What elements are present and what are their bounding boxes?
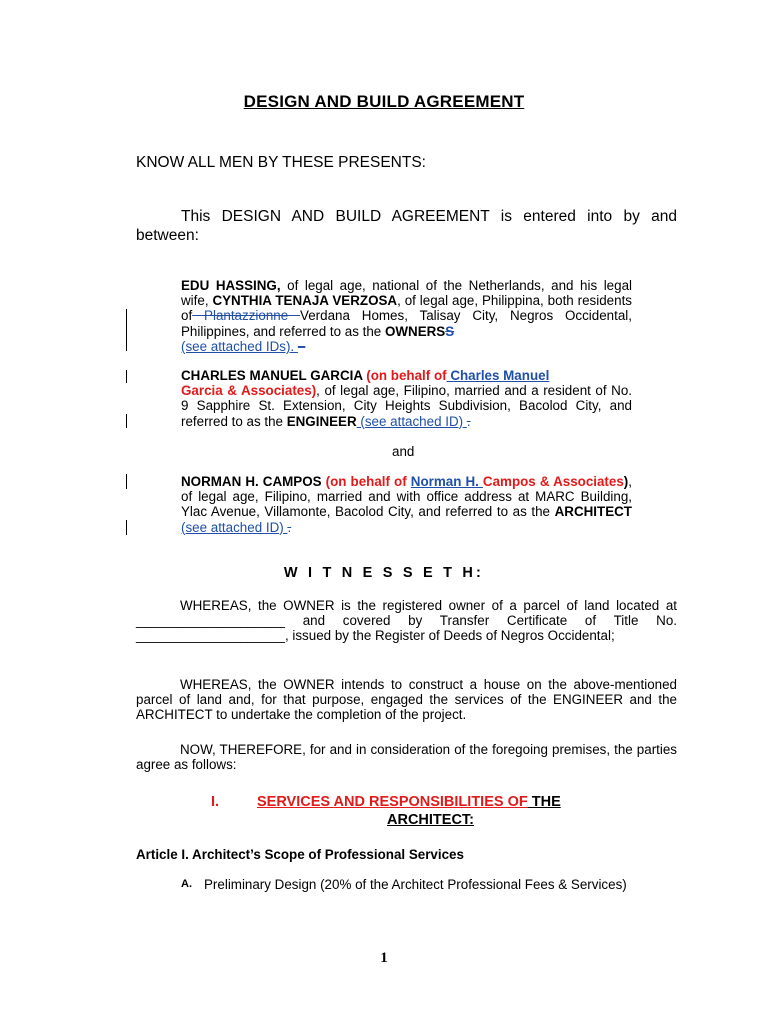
now-therefore-paragraph [136, 742, 677, 772]
revision-bar [126, 309, 127, 351]
page-number: 1 [380, 950, 388, 966]
owner-name-2: CYNTHIA TENAJA VERZOSA [212, 293, 398, 309]
section-title-line-2: ARCHITECT: [387, 812, 474, 828]
engineer-role: ENGINEER [286, 413, 357, 429]
architect-trail: . [287, 519, 292, 535]
owner-text-3: Verdana Homes, Talisay City, Negros Occidental, Philippines, and referred to as the [181, 308, 632, 339]
know-all-men-heading: KNOW ALL MEN BY THESE PRESENTS: [136, 154, 426, 171]
engineer-attached-id: (see attached ID) [356, 413, 467, 429]
architect-text: , of legal age, Filipino, married and with office address at MARC Building, Ylac Avenue, Villamonte, Bacolod City, and referred to as the [181, 474, 632, 520]
owner-name-1: EDU HASSING, [181, 278, 281, 293]
item-a-text: Preliminary Design (20% of the Architect Professional Fees & Services) [204, 877, 627, 892]
section-title-line-1 [257, 793, 657, 811]
revision-bar [126, 370, 127, 383]
owner-text-1: of legal age, national of the Netherlands, and his legal wife, [181, 278, 632, 309]
section-number: I. [211, 794, 220, 810]
engineer-text: , of legal age, Filipino, married and a resident of No. 9 Sapphire St. Extension, City Heights Subdivision, Bacolod City, and referred to as the [181, 383, 632, 429]
section-title-the: THE [527, 794, 561, 810]
owner-party-paragraph [181, 278, 632, 354]
engineer-trail: . [466, 413, 471, 429]
architect-behalf-open: (on behalf of [321, 474, 411, 489]
revision-bar [126, 414, 127, 428]
intro-paragraph [136, 207, 677, 245]
engineer-party-paragraph [181, 368, 632, 429]
whereas-1-text: WHEREAS, the OWNER is the registered owner of a parcel of land located at ____________________ and covered by Transfer Certificate of Title No. ____________________, issued by the Register of Deeds of Negros Occidental; [136, 598, 677, 644]
whereas-2-text: WHEREAS, the OWNER intends to construct a house on the above-mentioned parcel of land and, for that purpose, engaged the services of the ENGINEER and the ARCHITECT to undertake the completion of the project. [136, 677, 677, 723]
architect-behalf-close: ) [623, 474, 629, 489]
architect-behalf-name: Norman H. [410, 474, 483, 489]
owner-struck-text: Plantazzionne [192, 308, 301, 324]
engineer-behalf-open: (on behalf of [362, 368, 447, 383]
architect-attached-id: (see attached ID) [181, 519, 288, 535]
witnesseth-heading: W I T N E S S E T H: [283, 565, 485, 581]
architect-name: NORMAN H. CAMPOS [181, 474, 322, 489]
document-title: DESIGN AND BUILD AGREEMENT [243, 92, 525, 111]
owner-role: OWNERS [384, 323, 446, 339]
whereas-paragraph-1 [136, 598, 677, 644]
owner-attached-ids: (see attached IDs). [181, 338, 298, 354]
architect-party-paragraph [181, 474, 632, 535]
revision-bar [126, 474, 127, 489]
now-therefore-text: NOW, THEREFORE, for and in consideration of the foregoing premises, the parties agree as follows: [136, 742, 677, 773]
architect-role: ARCHITECT [554, 504, 632, 520]
article-heading: Article I. Architect’s Scope of Professional Services [136, 847, 464, 862]
architect-behalf-firm: Campos & Associates [482, 474, 624, 489]
engineer-behalf-firm: Garcia & Associates) [181, 383, 317, 399]
owner-role-struck: S [445, 323, 455, 339]
revision-bar [126, 520, 127, 535]
owner-trail: – [297, 338, 306, 354]
owner-text-2: , of legal age, Philippina, both residents of [181, 293, 632, 324]
whereas-paragraph-2 [136, 677, 677, 723]
and-connector: and [392, 444, 415, 459]
intro-text: This DESIGN AND BUILD AGREEMENT is entered into by and between: [136, 208, 677, 244]
engineer-name: CHARLES MANUEL GARCIA [181, 368, 363, 383]
item-a-label: A. [181, 878, 192, 890]
engineer-behalf-name: Charles Manuel [446, 368, 550, 383]
section-title-red: SERVICES AND RESPONSIBILITIES OF [257, 794, 528, 810]
